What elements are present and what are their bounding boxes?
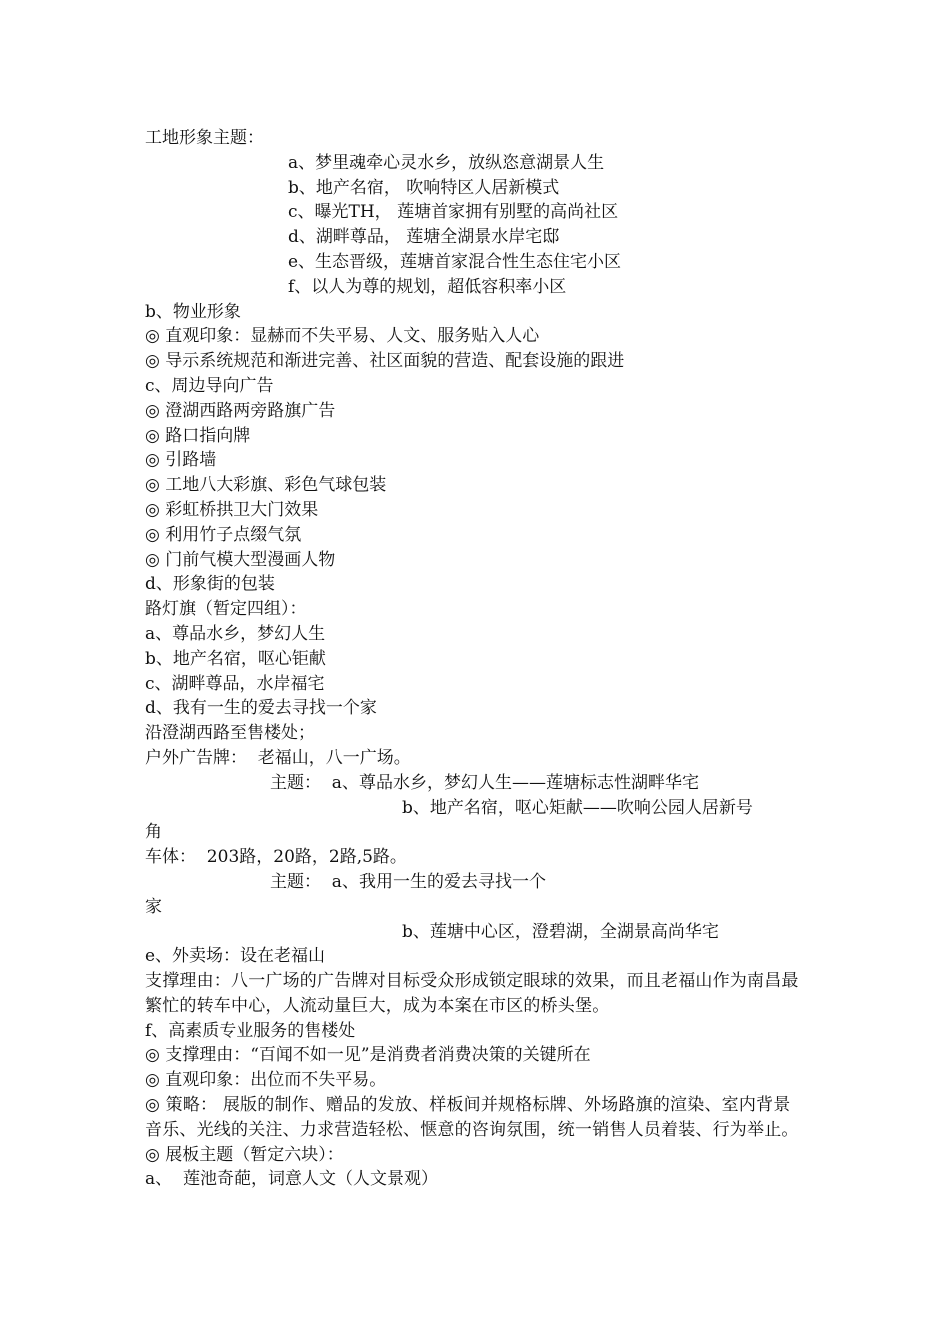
- bullet-item: ◎ 门前气模大型漫画人物: [145, 549, 336, 570]
- theme-item-f: f、以人为尊的规划，超低容积率小区: [288, 276, 567, 297]
- support-reason-paragraph: 支撑理由：八一广场的广告牌对目标受众形成锁定眼球的效果，而且老福山作为南昌最繁忙的转车中心，人流动量巨大，成为本案在市区的桥头堡。: [145, 971, 799, 1016]
- flag-item-b: b、地产名宿，呕心钜献: [145, 648, 326, 669]
- bullet-item: ◎ 彩虹桥拱卫大门效果: [145, 499, 319, 520]
- bus-body-line: 车体： 203路，20路，2路,5路。: [145, 847, 407, 868]
- theme-item-b: b、地产名宿， 吹响特区人居新模式: [288, 177, 560, 198]
- flag-item-d: d、我有一生的爱去寻找一个家: [145, 698, 377, 719]
- bullet-item: ◎ 路口指向牌: [145, 425, 251, 446]
- display-board-item-a: a、 莲池奇葩，词意人文（人文景观）: [145, 1169, 438, 1190]
- route-note: 沿澄湖西路至售楼处；: [145, 723, 315, 744]
- site-image-theme-heading: 工地形象主题：: [145, 128, 264, 148]
- billboard-line: 户外广告牌： 老福山，八一广场。: [145, 747, 411, 768]
- bullet-item: ◎ 引路墙: [145, 450, 217, 471]
- billboard-theme-a: 主题： a、尊品水乡，梦幻人生——莲塘标志性湖畔华宅: [270, 772, 699, 793]
- theme-item-a: a、梦里魂牵心灵水乡，放纵恣意湖景人生: [288, 152, 605, 173]
- bullet-item: ◎ 直观印象：出位而不失平易。: [145, 1070, 387, 1091]
- theme-item-e: e、生态晋级，莲塘首家混合性生态住宅小区: [288, 251, 622, 272]
- bullet-item: ◎ 导示系统规范和渐进完善、社区面貌的营造、配套设施的跟进: [145, 351, 625, 372]
- bus-theme-b: b、莲塘中心区，澄碧湖，全湖景高尚华宅: [402, 921, 719, 942]
- section-heading-guidance-ads: c、周边导向广告: [145, 375, 274, 396]
- bullet-item: ◎ 展板主题（暂定六块）：: [145, 1144, 344, 1165]
- theme-item-c: c、曝光TH， 莲塘首家拥有别墅的高尚社区: [288, 202, 619, 223]
- street-flag-heading: 路灯旗（暂定四组）：: [145, 599, 307, 620]
- bullet-item: ◎ 利用竹子点缀气氛: [145, 524, 302, 545]
- billboard-theme-b-continuation: 角: [145, 822, 162, 843]
- flag-item-a: a、尊品水乡，梦幻人生: [145, 623, 326, 644]
- section-heading-outdoor-sales: e、外卖场：设在老福山: [145, 946, 326, 967]
- bullet-item: ◎ 澄湖西路两旁路旗广告: [145, 400, 336, 421]
- billboard-theme-b: b、地产名宿，呕心矩献——吹响公园人居新号: [402, 797, 753, 818]
- bus-theme-a-continuation: 家: [145, 896, 162, 917]
- section-heading-sales-office: f、高素质专业服务的售楼处: [145, 1020, 356, 1041]
- section-heading-image-street: d、形象街的包装: [145, 574, 275, 595]
- strategy-paragraph: ◎ 策略： 展版的制作、赠品的发放、样板间并规格标牌、外场路旗的渲染、室内背景音乐、光线的关注、力求营造轻松、惬意的咨询氛围，统一销售人员着装、行为举止。: [145, 1095, 799, 1140]
- flag-item-c: c、湖畔尊品，水岸福宅: [145, 673, 325, 694]
- bullet-item: ◎ 直观印象：显赫而不失平易、人文、服务贴入人心: [145, 326, 540, 347]
- bullet-item: ◎ 工地八大彩旗、彩色气球包装: [145, 475, 387, 496]
- section-heading-property-image: b、物业形象: [145, 301, 241, 322]
- theme-item-d: d、湖畔尊品， 莲塘全湖景水岸宅邸: [288, 227, 560, 248]
- bus-theme-a: 主题： a、我用一生的爱去寻找一个: [270, 871, 546, 892]
- document-body: [145, 126, 805, 1192]
- bullet-item: ◎ 支撑理由：“百闻不如一见”是消费者消费决策的关键所在: [145, 1045, 591, 1066]
